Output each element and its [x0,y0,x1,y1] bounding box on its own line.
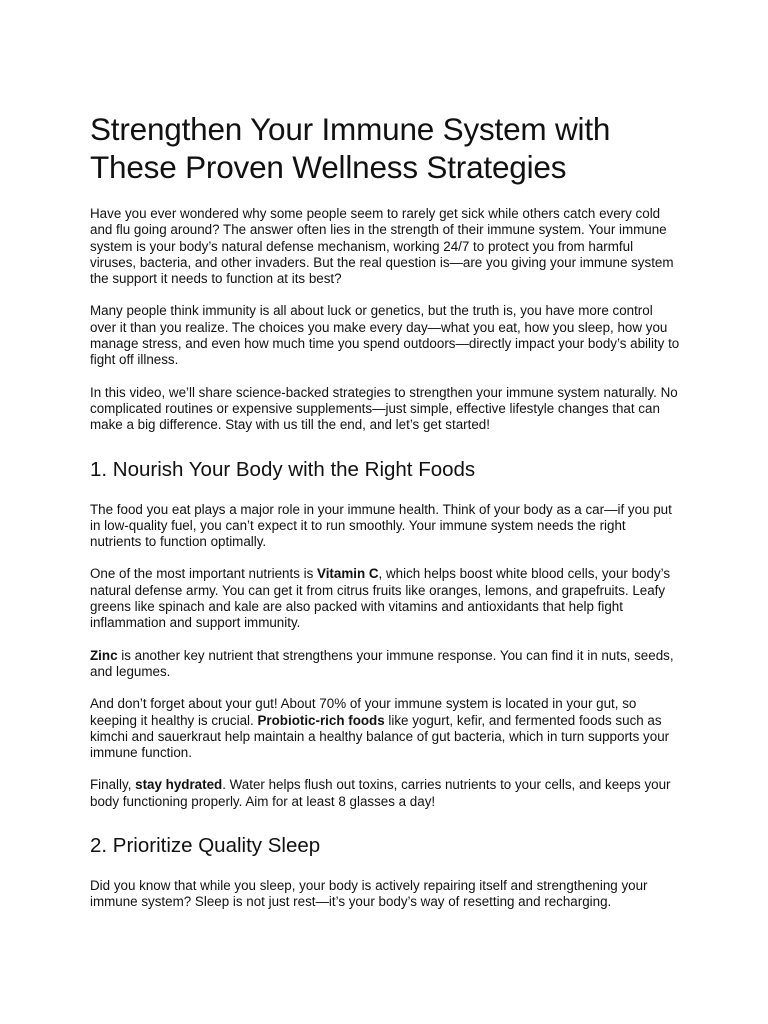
section-1-paragraph-2 [90,566,680,631]
intro-paragraph-1: Have you ever wondered why some people seem to rarely get sick while others catch every cold and flu going around? The answer often lies in the strength of their immune system. Your immune system is your body’s natural defense mechanism, working 24/7 to protect you from harmful viruses, bacteria, and other invaders. But the real question is—are you giving your immune system the support it needs to function at its best? [90,206,674,287]
text-run: Finally, [90,777,136,793]
section-2-heading: 2. Prioritize Quality Sleep [90,834,321,858]
section-1-paragraph-3 [90,648,680,681]
section-2-paragraph-1: Did you know that while you sleep, your body is actively repairing itself and strengthening your immune system? Sleep is not just rest—it’s your body’s way of resetting and recharging. [90,878,648,910]
text-run: like yogurt, kefir, and fermented foods such as kimchi and sauerkraut help maintain a healthy balance of gut bacteria, which in turn supports your immune function. [90,712,670,761]
intro-paragraph-3: In this video, we’ll share science-backed strategies to strengthen your immune system naturally. No complicated routines or expensive supplements—just simple, effective lifestyle changes that can make a big difference. Stay with us till the end, and let’s get started! [90,384,678,433]
section-1-paragraph-4 [90,696,680,761]
section-1-paragraph-1: The food you eat plays a major role in your immune health. Think of your body as a car—if you put in low-quality fuel, you can’t expect it to run smoothly. Your immune system needs the right nutrients to function optimally. [90,501,672,550]
text-run: One of the most important nutrients is [90,566,318,582]
emphasis-vitamin-c: Vitamin C [317,566,379,582]
emphasis-probiotic-foods: Probiotic-rich foods [257,712,385,728]
document-title: Strengthen Your Immune System with These Proven Wellness Strategies [90,111,611,185]
document-page [90,110,680,927]
text-run: , which helps boost white blood cells, your body’s natural defense army. You can get it from citrus fruits like oranges, lemons, and grapefruits. Leafy greens like spinach and kale are also packed with vitamins and antioxidants that help fight inflammation and support immunity. [90,566,671,631]
text-run: is another key nutrient that strengthens your immune response. You can find it in nuts, seeds, and legumes. [90,647,674,679]
text-run: And don’t forget about your gut! About 70% of your immune system is located in your gut, so keeping it healthy is crucial. [90,696,637,728]
section-1-paragraph-5 [90,777,680,810]
intro-paragraph-2: Many people think immunity is all about luck or genetics, but the truth is, you have more control over it than you realize. The choices you make every day—what you eat, how you sleep, how you manage stress, and even how much time you spend outdoors—directly impact your body’s ability to fight off illness. [90,303,680,368]
emphasis-zinc: Zinc [90,647,118,663]
text-run: . Water helps flush out toxins, carries nutrients to your cells, and keeps your body functioning properly. Aim for at least 8 glasses a day! [90,777,671,809]
emphasis-stay-hydrated: stay hydrated [135,777,223,793]
section-1-heading: 1. Nourish Your Body with the Right Foods [90,457,476,481]
